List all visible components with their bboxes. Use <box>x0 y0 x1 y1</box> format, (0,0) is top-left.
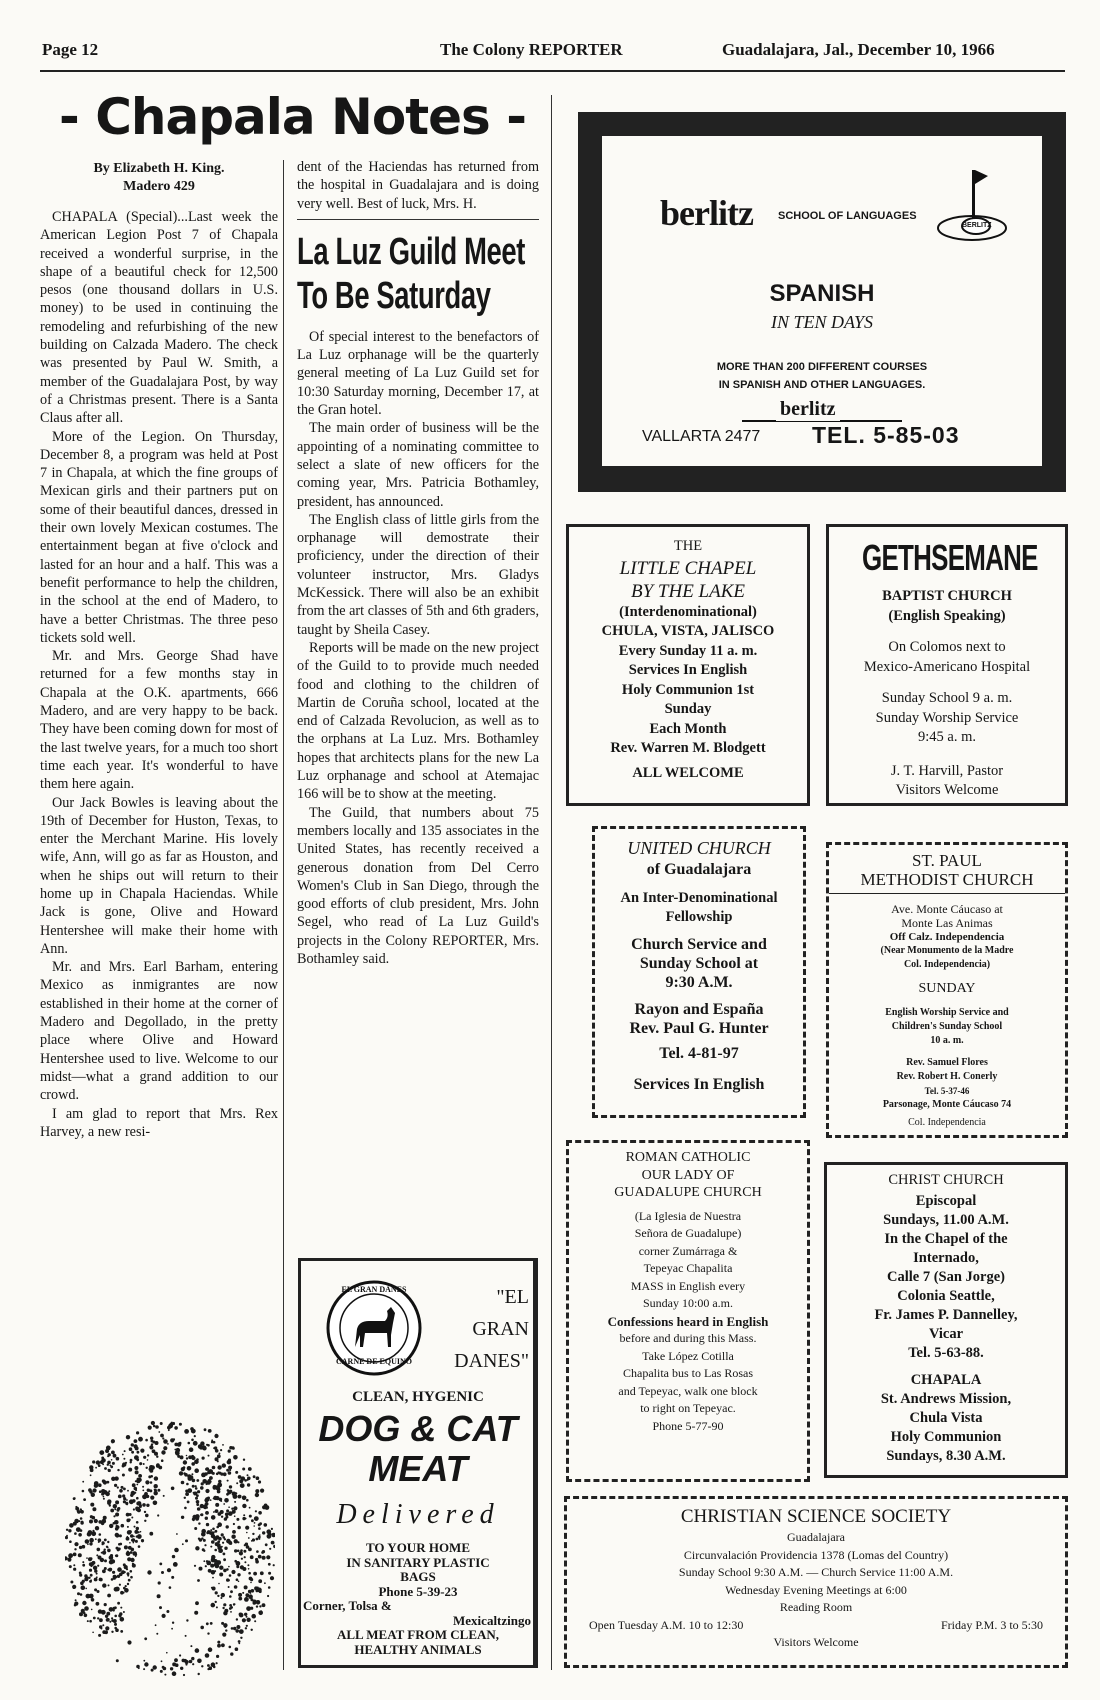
berlitz-small-logo: berlitz <box>776 398 840 421</box>
christmas-tree-illustration <box>65 1420 275 1680</box>
dateline: Guadalajara, Jal., December 10, 1966 <box>722 40 995 59</box>
hours-tuesday: Open Tuesday A.M. 10 to 12:30 <box>589 1617 744 1632</box>
section-title: - Chapala Notes - <box>59 88 526 146</box>
paragraph-continued: dent of the Haciendas has returned from the hospital in Guadalajara and is doing very well. Best of luck, Mrs. H. <box>297 159 539 212</box>
headline: La Luz Guild Meet To Be Saturday <box>297 230 525 317</box>
paragraph: The main order of business will be the appointing of a nominating committee to select a slate of new officers for the coming year, Mrs. Patricia Bothamley, president, has announced. <box>297 420 539 510</box>
seal-text-top: EL GRAN DANES <box>341 1285 407 1294</box>
globe-flag-icon <box>932 164 1012 248</box>
paragraph: Mr. and Mrs. Earl Barham, entering Mexico as inmigrantes are now established in their home at the corner of Madero and Degollado, in the pretty place where Olive and Howard Hentershee used to live. Welcome to our midst—what a grand addition to our crowd. <box>40 959 278 1104</box>
byline <box>40 160 278 196</box>
delivered-label: Delivered <box>336 1499 500 1530</box>
berlitz-logo: berlitz <box>660 193 753 233</box>
paragraph: Reports will be made on the new project of the Guild to to provide much needed food and clothing to the children of Martin de Coruña school, located at the end of Calzada Revolucion, as well as to the orphans at La Luz. Mrs. Bothamley hopes that architects plans for the new La Luz orphanage and school at Atemajac 166 will be to show at the meeting. <box>297 639 539 803</box>
ad-christ-church: CHRIST CHURCH Episcopal Sundays, 11.00 A.M. In the Chapel of the Internado, Calle 7 (San Jorge) Colonia Seattle, Fr. James P. Dannelley, Vicar Tel. 5-63-88. CHAPALA St. Andrews Mission, Chula Vista Holy Communion Sundays, 8.30 A.M. <box>824 1162 1068 1478</box>
paragraph: Our Jack Bowles is leaving about the 19th of December for Huston, Texas, to enter the Merchant Marine. His lovely wife, Ann, will go as far as Houston, and when he ships out will return to their home up in Chapala Haciendas. While Jack is gone, Olive and Howard Hentershee will make their home with Ann. <box>40 794 278 957</box>
ad-little-chapel: THE LITTLE CHAPEL BY THE LAKE (Interdenominational) CHULA, VISTA, JALISCO Every Sunday 11 a. m. Services In English Holy Communion 1st Sunday Each Month Rev. Warren M. Blodgett ALL WELCOME <box>566 524 810 806</box>
business-name: "EL GRAN DANES" <box>454 1286 529 1372</box>
ad-gethsemane: GETHSEMANE BAPTIST CHURCH (English Speaking) On Colomos next to Mexico-Americano Hospital Sunday School 9 a. m. Sunday Worship Service 9:45 a. m. J. T. Harvill, Pastor Visitors Welcome <box>826 524 1068 806</box>
masthead: The Colony REPORTER <box>440 40 623 59</box>
seal-label: BERLITZ <box>962 222 992 229</box>
school-label: SCHOOL OF LANGUAGES <box>778 210 917 222</box>
seal-text-bottom: CARNE DE EQUINO <box>335 1357 412 1366</box>
ad-christian-science: CHRISTIAN SCIENCE SOCIETY Guadalajara Circunvalación Providencia 1378 (Lomas del Country) Sunday School 9:30 A.M. — Church Service 11:00 A.M. Wednesday Evening Meetings at 6:00 Reading Room Open Tuesday A.M. 10 to 12:30 Friday P.M. 3 to 5:30 Visitors Welcome <box>564 1496 1068 1668</box>
tagline: CLEAN, HYGENIC <box>352 1389 484 1405</box>
column-rule-2 <box>551 95 552 1670</box>
ad-subhead: IN TEN DAYS <box>770 312 874 332</box>
article-la-luz <box>297 158 539 968</box>
paragraph: Of special interest to the benefactors of La Luz orphanage will be the quarterly general meeting of La Luz Guild set for 10:30 Saturday morning, December 17, at the Gran hotel. <box>297 328 539 419</box>
hours-friday: Friday P.M. 3 to 5:30 <box>940 1617 1043 1632</box>
author: By Elizabeth H. King. <box>93 161 225 176</box>
ad-st-paul-methodist: ST. PAUL METHODIST CHURCH Ave. Monte Cáucaso at Monte Las Animas Off Calz. Independencia (Near Monumento de la Madre Col. Independencia) SUNDAY English Worship Service and Children's Sunday School 10 a. m. Rev. Samuel Flores Rev. Robert H. Conerly Tel. 5-37-46 Parsonage, Monte Cáucaso 74 Col. Independencia <box>826 842 1068 1138</box>
ad-roman-catholic: ROMAN CATHOLIC OUR LADY OF GUADALUPE CHURCH (La Iglesia de Nuestra Señora de Guadalupe) corner Zumárraga & Tepeyac Chapalita MASS in English every Sunday 10:00 a.m. Confessions heard in English before and during this Mass. Take López Cotilla Chapalita bus to Las Rosas and Tepeyac, walk one block to right on Tepeyac. Phone 5-77-90 <box>566 1140 810 1482</box>
article-chapala-notes <box>40 160 278 1141</box>
column-rule-1 <box>283 160 284 1670</box>
header-rule <box>40 70 1065 72</box>
ad-berlitz-panel <box>602 136 1042 466</box>
paragraph: I am glad to report that Mrs. Rex Harvey, a new resi- <box>40 1105 278 1140</box>
ad-headline: SPANISH <box>769 280 875 307</box>
paragraph: The English class of little girls from the orphanage will demostrate their proficiency, under the direction of their volunteer instructor, Mrs. Gladys McKessick. There will also be an exhibit from the art classes of 5th and 6th graders, taught by Sheila Casey. <box>297 511 539 638</box>
paragraph: The Guild, that numbers about 75 members locally and 135 associates in the United States, has recently received a generous donation from Del Cerro Women's Club in San Diego, through the good efforts of club president, Mrs. John Segel, who read of La Luz Guild's projects in the Colony REPORTER, Mrs. Bothamley said. <box>297 804 539 967</box>
ad-berlitz <box>578 112 1066 492</box>
ad-el-gran-danes <box>298 1258 538 1668</box>
phone: TEL. 5-85-03 <box>812 422 960 448</box>
paragraph: Mr. and Mrs. George Shad have returned for a few months stay in Chapala at the O.K. apartments, 666 Madero, and are very happy to be back. They have been coming down for most of the last twelve years, for a much too short time each year. It's wonderful to have them here again. <box>40 648 278 793</box>
paragraph: More of the Legion. On Thursday, December 8, a program was held at Post 7 in Chapala, at which the fine groups of Mexican girls and their partners put on some of their beautiful dances, dressed in their own lovely Mexican costumes. The entertainment began at five o'clock and lasted for an hour and a half. This was a benefit performance to help the children, in the school at the end of Madero, to have a better Christmas. The three peso tickets sold well. <box>40 428 278 646</box>
course-info: MORE THAN 200 DIFFERENT COURSES IN SPANISH AND OTHER LANGUAGES. <box>716 361 928 391</box>
author-address: Madero 429 <box>123 179 195 194</box>
paragraph: CHAPALA (Special)...Last week the American Legion Post 7 of Chapala received a wonderful surprise, in the shape of a beautiful check for 12,500 pesos (one thousand dollars in U.S. money) to be used in continuing the remodeling and refurbishing of the new building on Calzada Madero. The check was presented by Paul W. Smith, a member of the Guadalajara Post, by way of a Christmas present. There is a Santa Claus after all. <box>40 209 278 427</box>
ad-headline: DOG & CAT MEAT <box>318 1408 518 1489</box>
article-divider <box>297 219 539 220</box>
delivery-details: TO YOUR HOME IN SANITARY PLASTIC BAGS Phone 5-39-23 Corner, Tolsa & Mexicaltzingo ALL MEAT FROM CLEAN, HEALTHY ANIMALS <box>303 1540 531 1657</box>
address: VALLARTA 2477 <box>642 428 761 445</box>
ad-united-church: UNITED CHURCH of Guadalajara An Inter-Denominational Fellowship Church Service and Sunday School at 9:30 A.M. Rayon and España Rev. Paul G. Hunter Tel. 4-81-97 Services In English <box>592 826 806 1118</box>
page-number: Page 12 <box>42 40 99 59</box>
